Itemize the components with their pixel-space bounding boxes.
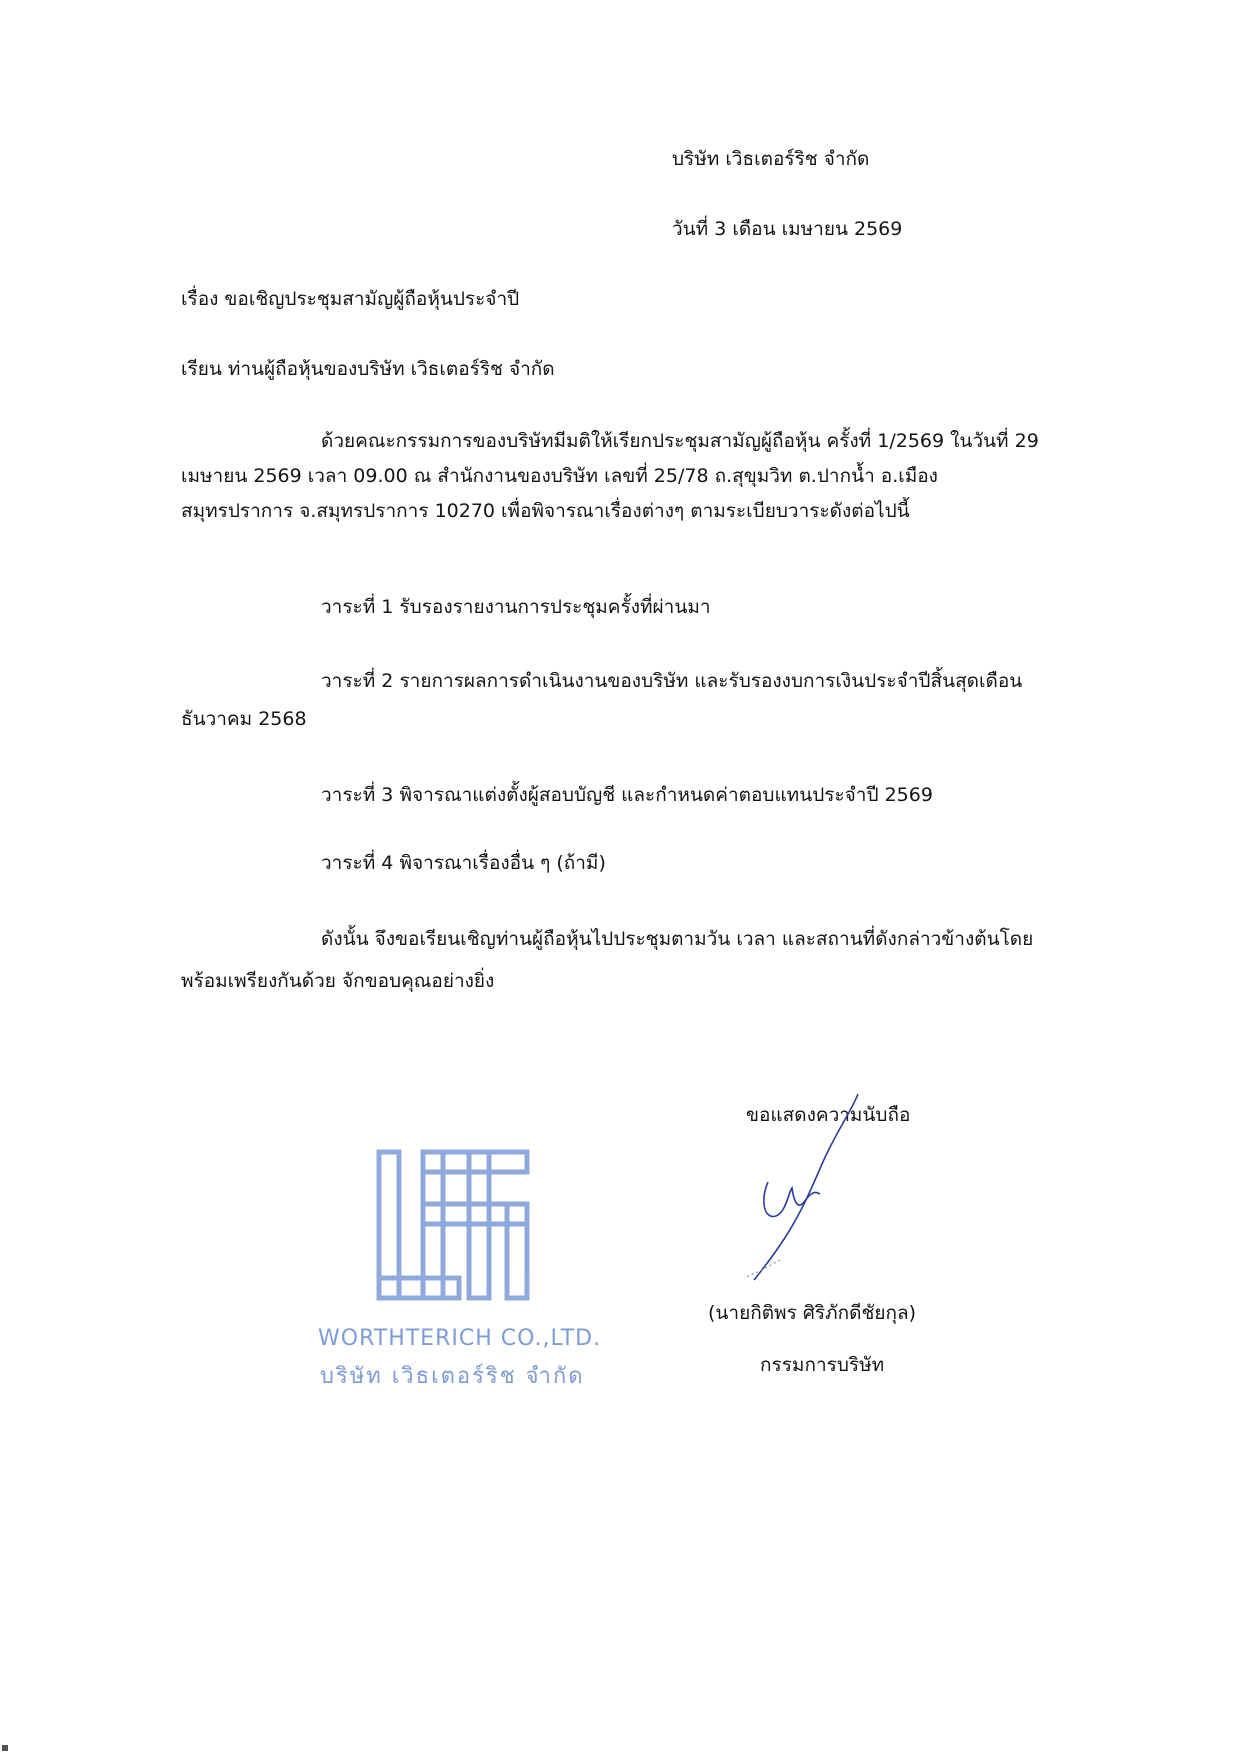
letter-date: วันที่ 3 เดือน เมษายน 2569 <box>672 218 903 240</box>
agenda-item-1: วาระที่ 1 รับรองรายงานการประชุมครั้งที่ผ่านมา <box>321 596 711 618</box>
closing-line: พร้อมเพรียงกันด้วย จักขอบคุณอย่างยิ่ง <box>181 970 495 992</box>
intro-paragraph <box>181 424 1066 529</box>
company-logo-stamp <box>373 1148 533 1306</box>
stamp-company-name-th: บริษัท เวิธเตอร์ริช จำกัด <box>320 1364 585 1389</box>
letter-recipient: เรียน ท่านผู้ถือหุ้นของบริษัท เวิธเตอร์ริช จำกัด <box>181 358 555 380</box>
agenda-item-2-line: ธันวาคม 2568 <box>181 708 307 730</box>
intro-line: สมุทรปราการ จ.สมุทรปราการ 10270 เพื่อพิจารณาเรื่องต่างๆ ตามระเบียบวาระดังต่อไปนี้ <box>181 500 910 522</box>
closing-line: ดังนั้น จึงขอเรียนเชิญท่านผู้ถือหุ้นไปประชุมตามวัน เวลา และสถานที่ดังกล่าวข้างต้นโดย <box>321 928 1034 950</box>
agenda-item-3: วาระที่ 3 พิจารณาแต่งตั้งผู้สอบบัญชี และกำหนดค่าตอบแทนประจำปี 2569 <box>321 784 933 806</box>
regards-text: ขอแสดงความนับถือ <box>746 1104 911 1126</box>
agenda-item-4: วาระที่ 4 พิจารณาเรื่องอื่น ๆ (ถ้ามี) <box>321 852 606 874</box>
letter-subject: เรื่อง ขอเชิญประชุมสามัญผู้ถือหุ้นประจำปี <box>181 288 520 310</box>
stamp-company-name-en: WORTHTERICH CO.,LTD. <box>318 1326 602 1351</box>
signer-title: กรรมการบริษัท <box>760 1354 885 1376</box>
signer-name: (นายกิติพร ศิริภักดีชัยกุล) <box>708 1302 917 1324</box>
agenda-item-2-line: วาระที่ 2 รายการผลการดำเนินงานของบริษัท และรับรองงบการเงินประจำปีสิ้นสุดเดือน <box>321 670 1023 692</box>
agenda-item-2 <box>181 662 1066 738</box>
closing-paragraph <box>181 918 1066 1002</box>
intro-line: ด้วยคณะกรรมการของบริษัทมีมติให้เรียกประชุมสามัญผู้ถือหุ้น ครั้งที่ 1/2569 ในวันที่ 29 <box>321 430 1039 452</box>
intro-line: เมษายน 2569 เวลา 09.00 ณ สำนักงานของบริษัท เลขที่ 25/78 ถ.สุขุมวิท ต.ปากน้ำ อ.เมือง <box>181 465 938 487</box>
signature-mark <box>740 1090 910 1290</box>
company-header: บริษัท เวิธเตอร์ริช จำกัด <box>672 148 870 170</box>
scan-edge-mark <box>2 1745 8 1751</box>
